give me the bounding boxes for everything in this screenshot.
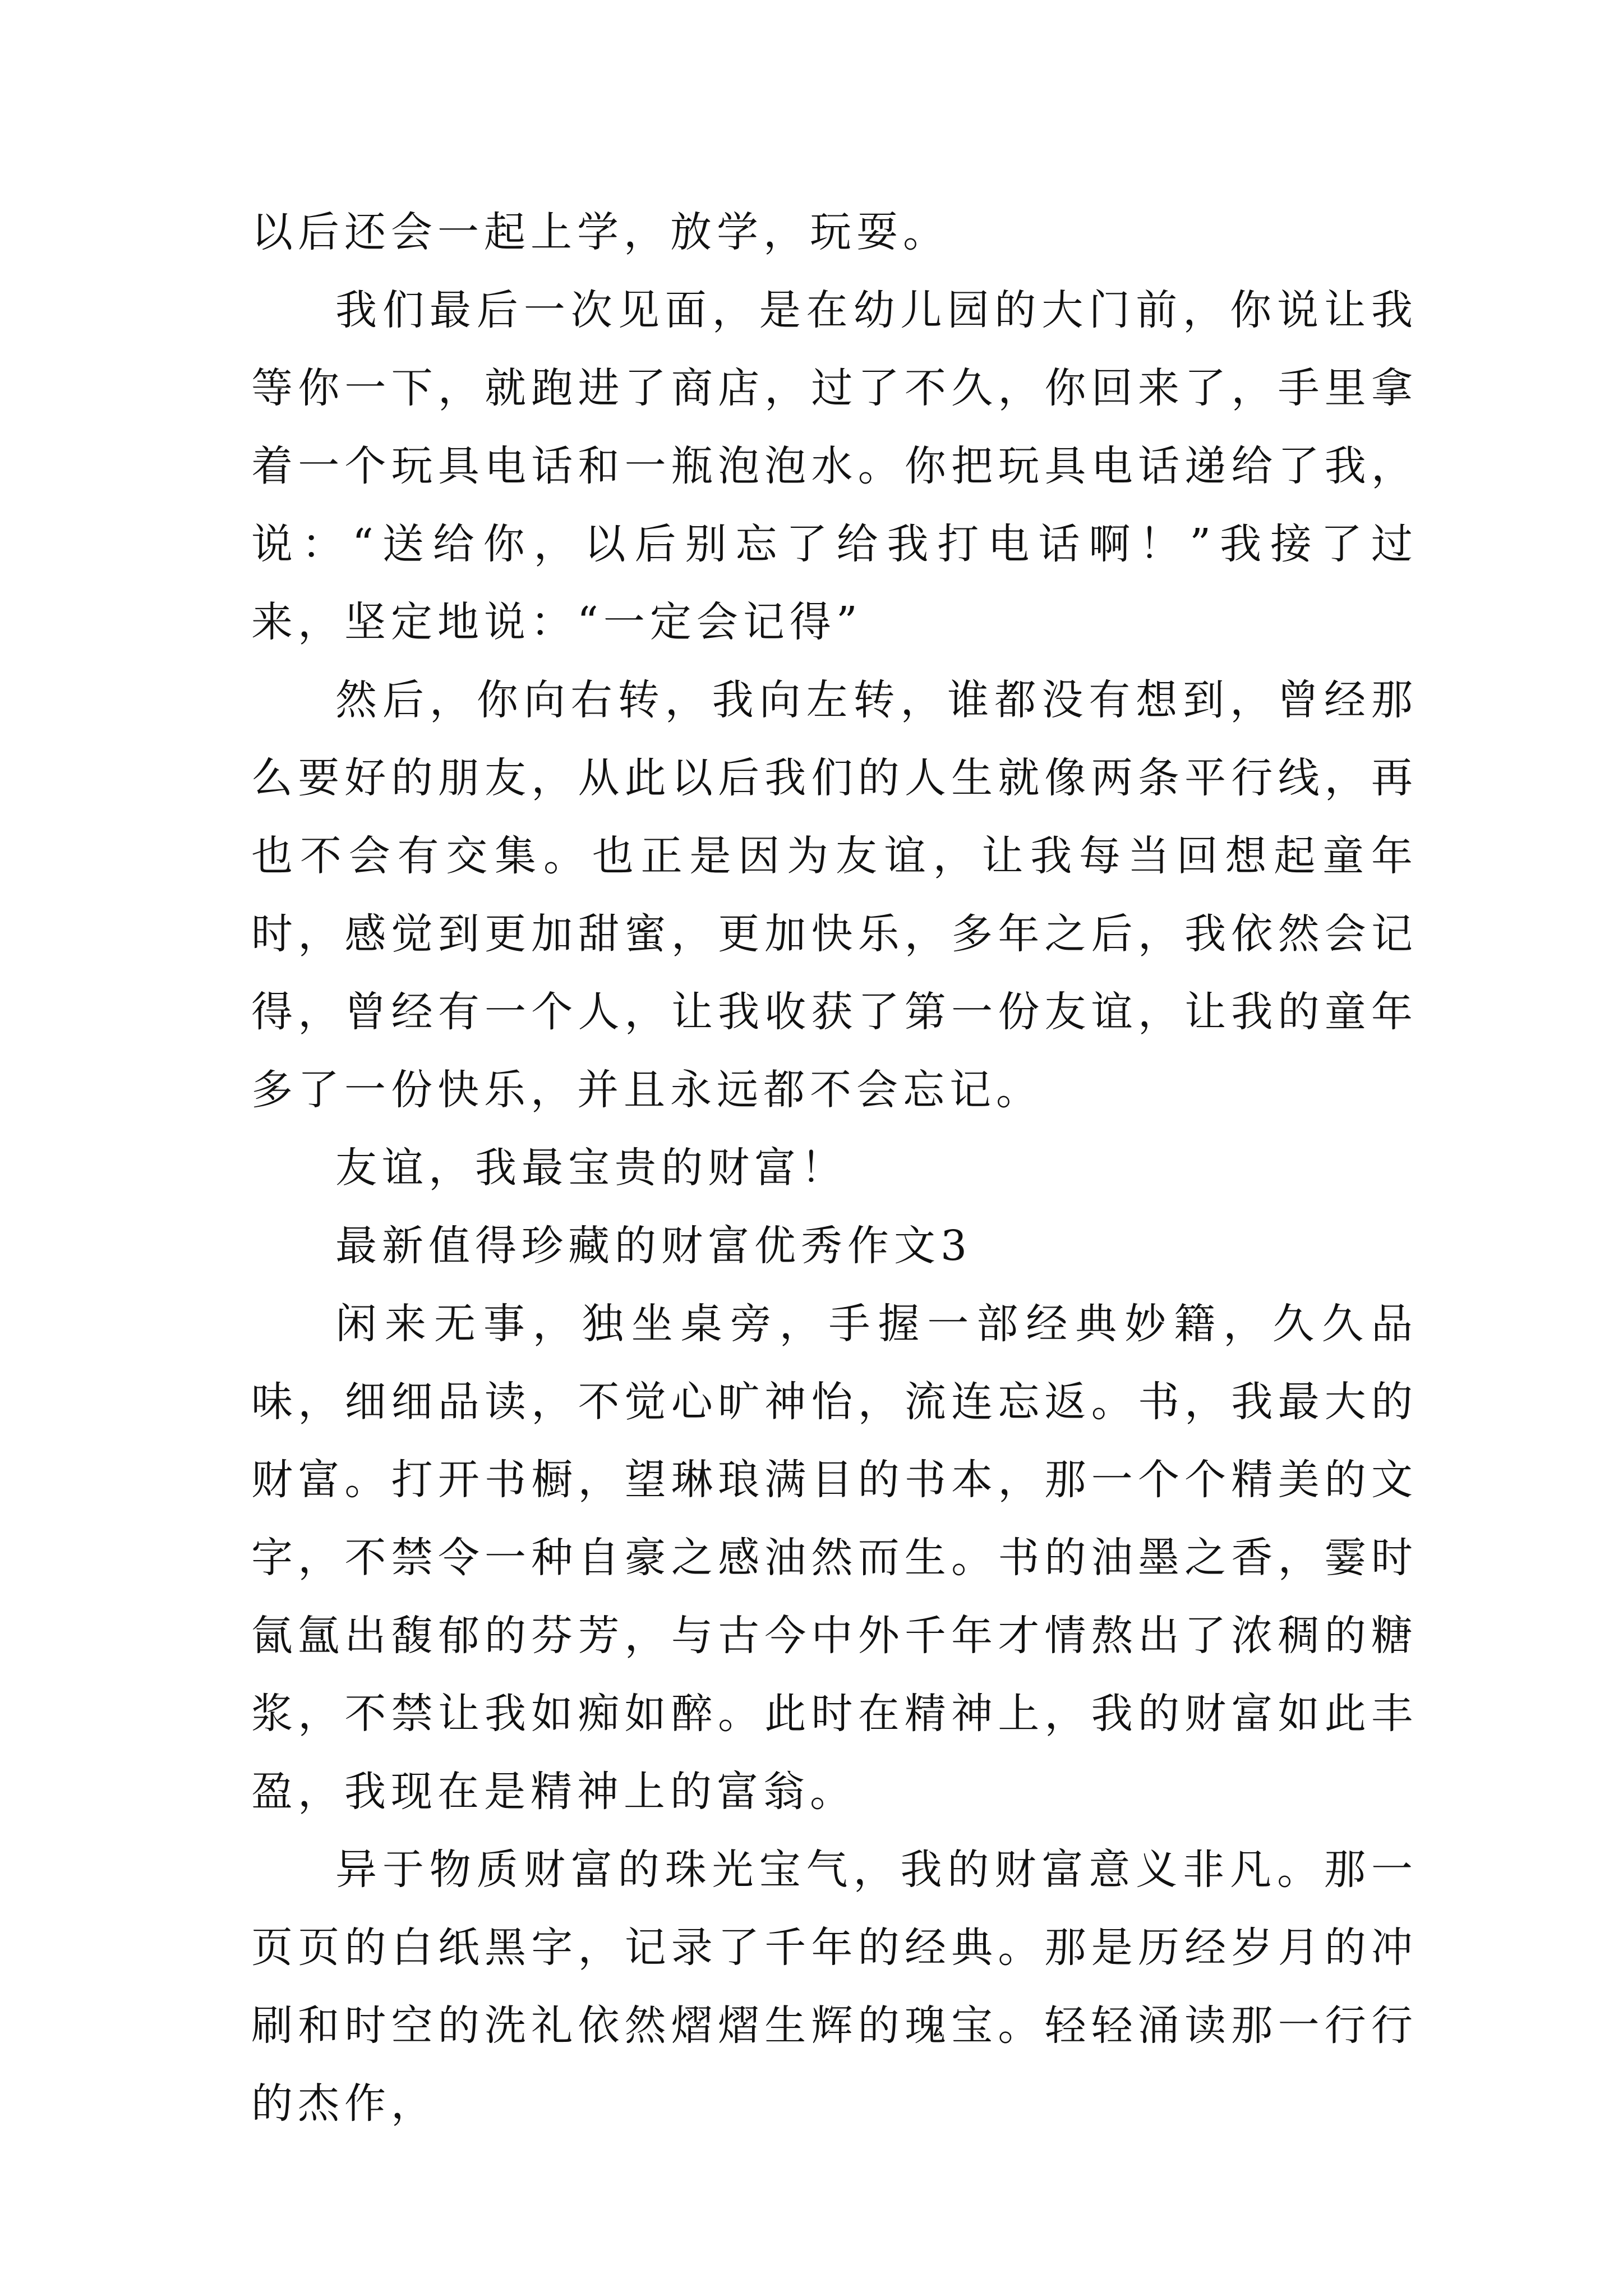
paragraph-spiritual-wealth: 异于物质财富的珠光宝气，我的财富意义非凡。那一页页的白纸黑字，记录了千年的经典。那是历经岁月的冲刷和时空的洗礼依然熠熠生辉的瑰宝。轻轻涌读那一行行的杰作， bbox=[251, 1846, 1418, 2128]
paragraph-last-meeting: 我们最后一次见面，是在幼儿园的大门前，你说让我等你一下，就跑进了商店，过了不久，你回来了，手里拿着一个玩具电话和一瓶泡泡水。你把玩具电话递给了我，说：“送给你，以后别忘了给我打电话啊！”我接了过来，坚定地说：“一定会记得” bbox=[251, 286, 1418, 646]
paragraph-reading: 闲来无事，独坐桌旁，手握一部经典妙籍，久久品味，细细品读，不觉心旷神怡，流连忘返。书，我最大的财富。打开书橱，望琳琅满目的书本，那一个个精美的文字，不禁令一种自豪之感油然而生。书的油墨之香，霎时氤氲出馥郁的芬芳，与古今中外千年才情熬出了浓稠的糖浆，不禁让我如痴如醉。此时在精神上，我的财富如此丰盈，我现在是精神上的富翁。 bbox=[251, 1300, 1418, 1816]
paragraph-friendship-conclusion: 友谊，我最宝贵的财富！ bbox=[335, 1144, 847, 1192]
paragraph-parting: 然后，你向右转，我向左转，谁都没有想到，曾经那么要好的朋友，从此以后我们的人生就像两条平行线，再也不会有交集。也正是因为友谊，让我每当回想起童年时，感觉到更加甜蜜，更加快乐，多年之后，我依然会记得，曾经有一个人，让我收获了第一份友谊，让我的童年多了一份快乐，并且永远都不会忘记。 bbox=[251, 676, 1418, 1114]
document-body bbox=[251, 194, 1418, 2143]
paragraph-continuation: 以后还会一起上学，放学，玩耍。 bbox=[251, 208, 949, 256]
essay-heading: 最新值得珍藏的财富优秀作文3 bbox=[335, 1222, 972, 1270]
